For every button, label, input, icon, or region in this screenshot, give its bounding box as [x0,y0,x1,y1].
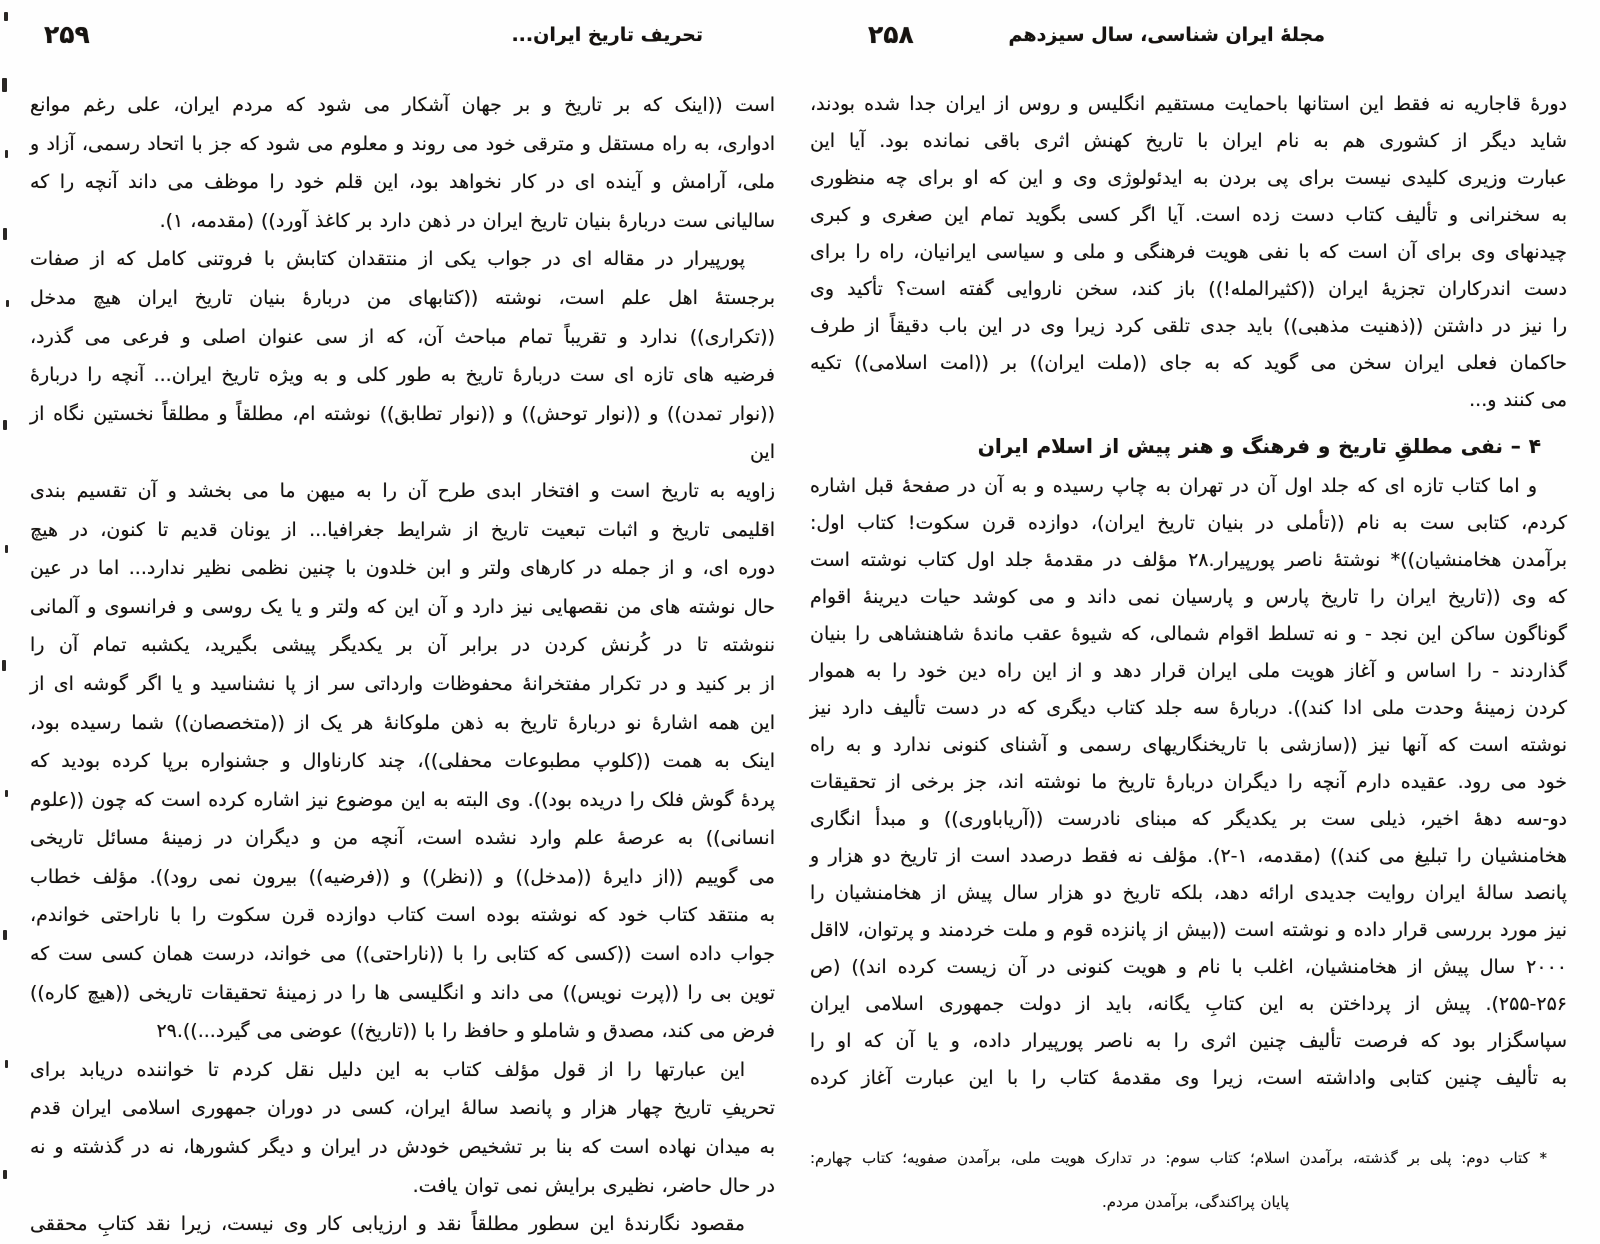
text-line: سپاسگزار بود که فرصت تألیف چنین اثری را به ناصر پورپیرار داده، و یا آن که او را [810,1030,1567,1052]
text-line: به سخنرانی و تألیف کتاب دست زده است. آیا اگر کسی بگوید تمام این صغری و کبری [810,204,1567,226]
scan-speck [3,1170,7,1179]
text-line: اقلیمی تاریخ و اثبات تبعیت تاریخ از شرایط جغرافیا... از یونان قدیم تا کنون، در هیچ [30,518,775,541]
text-line: ((تکراری)) ندارد و تقریباً تمام مباحث آن، که از سی عنوان اصلی و فرعی می گذرد، [30,325,775,348]
text-line: پردهٔ گوش فلک را دریده بود)). وی البته به این موضوع نیز اشاره کرده است که چون ((علوم [30,788,775,811]
text-line: دست اندرکاران تجزیهٔ ایران ((کثیرالمله!)) باز کند، سخن ناروایی گفته است؟ تأکید وی [810,278,1567,300]
text-line: گذاردند - را اساس و آغاز هویت ملی ایران قرار دهد و از این راه دین خود را به هموار [810,660,1567,682]
text-line: ۲۰۰۰ سال پیش از هخامنشیان، اغلب با نام و هویت کنونی در آن زیست کرده اند)) (ص [810,956,1567,978]
text-line: پانصد سالهٔ ایران روایت جدیدی ارائه دهد، بلکه تاریخ دو هزار سال پیش از هخامنشیان را [810,882,1567,904]
text-line: دو-سه دههٔ اخیر، ذیلی ست بر یکدیگر که مبنای نادرست ((آریاباوری)) و مبدأ انگاری [810,808,1567,830]
text-line: ((نوار تمدن)) و ((نوار توحش)) و ((نوار تطابق)) نوشته ام، مطلقاً و مطلقاً نخستین نگاه از این [30,402,775,464]
running-title: مجلهٔ ایران شناسی، سال سیزدهم [1008,24,1325,46]
text-line: حاکمان فعلی ایران سخن می گوید که به جای ((ملت ایران)) بر ((امت اسلامی)) تکیه [810,352,1567,374]
text-line: اینک به همت ((کلوپ مطبوعات محفلی))، چند کارناوال و جشنواره برپا کرده بودید که [30,750,775,773]
scan-speck [2,660,6,671]
body-text-column [810,86,1567,1097]
text-line: و اما کتاب تازه ای که جلد اول آن در تهران به چاپ رسیده و به آن در صفحهٔ قبل اشاره [810,475,1537,497]
text-line: ۴ – نفی مطلقِ تاریخ و فرهنگ و هنر پیش از اسلام ایران [977,434,1541,458]
text-line: در حال حاضر، نظیری برایش نمی توان یافت. [412,1174,775,1197]
text-line: نوشته است که آنها نیز ((سازشی با تاریخنگاریهای رسمی و آشنای کنونی ندارد و به راه [810,734,1567,756]
text-line: زاویه به تاریخ است و افتخار ابدی طرح آن را به میهن ما می بخشد و آن تقسیم بندی [30,479,775,502]
scan-speck [5,1060,8,1068]
text-line: کردن زمینهٔ وحدت ملی ادا کند)). دربارهٔ سه جلد کتاب دیگری که در دست تألیف دارد نیز [810,697,1567,719]
scan-speck [5,545,8,553]
text-line: پورپیرار در مقاله ای در جواب یکی از منتقدان کتابش با فروتنی کامل که از صفات [30,248,745,271]
text-line: به تألیف چنین کتابی واداشته است، زیرا وی مقدمهٔ کتاب را با این عبارت آغاز کرده [810,1067,1567,1089]
text-line: گوناگون ساکن این نجد - و نه تسلط اقوام شمالی، که شیوهٔ عقب ماندهٔ شاهنشاهی را بنیان [810,623,1567,645]
text-line: توین بی را ((پرت نویس)) می داند و انگلیسی ها را در زمینهٔ تحقیقات تاریخی ((هیچ کاره)) [30,981,775,1004]
text-line: می گوییم ((از دایرهٔ ((مدخل)) و ((نظر)) و ((فرضیه)) بیرون نمی رود)). مؤلف خطاب [30,865,775,888]
footnote-line: * کتاب دوم: پلی بر گذشته، برآمدن اسلام؛ کتاب سوم: در تدارک هویت ملی، برآمدن صفویه؛ کتاب چهارم: [810,1149,1547,1167]
text-line: به میدان نهاده است که بنا بر تشخیص خودش در ایران و دیگر کشورها، نه در گذشته و نه [30,1136,775,1159]
text-line: ننوشته تا در کُرنش کردن در برابر آن بر یکدیگر پیشی بگیرید، یکشبه تمام آن را [30,634,775,657]
text-line: عبارت وزیری کلیدی نیست برای پی بردن به ایدئولوژی وی و این که او برای چه منظوری [810,167,1567,189]
text-line: که وی ((تاریخ ایران را تاریخ پارس و پارسیان نمی داند و می کوشد حیات دیرینهٔ اقوام [810,586,1567,608]
text-line: جواب داده است ((کسی که کتابی را با ((ناراحتی)) می خواند، درست همان کسی ست که [30,943,775,966]
text-line: ادواری، به راه مستقل و مترقی خود می روند و معلوم می شود که جز با اتحاد رسمی، آزاد و [30,132,775,155]
scan-edge-artifacts [0,0,16,1235]
text-line: نیز مورد بررسی قرار داده و نوشته است ((بیش از پانزده قوم و ملت خردمند و پرتوان، لااقل [810,919,1567,941]
scan-speck [6,300,9,307]
text-line: مقصود نگارندهٔ این سطور مطلقاً نقد و ارزیابی کار وی نیست، زیرا نقد کتابِ محققی [30,1213,745,1236]
text-line: سالیانی ست دربارهٔ بنیان تاریخ ایران در ذهن دارد بر کاغذ آورد)) (مقدمه، ۱). [159,209,775,232]
text-line: این همه اشارهٔ نو دربارهٔ تاریخ به ذهن ملوکانهٔ هر یک از ((متخصصان)) شما رسیده بود، [30,711,775,734]
text-line: است ((اینک که بر تاریخ و بر جهان آشکار می شود که مردم ایران، علی رغم موانع [30,94,775,116]
text-line: می کنند و... [1469,389,1567,411]
text-line: فرضیه های تازه ای ست دربارهٔ تاریخ به طور کلی و به ویژه تاریخ ایران... آنچه را دربارهٔ [30,364,775,387]
scan-speck [4,12,8,21]
text-line: انسانی)) به عرصهٔ علم وارد نشده است، آنچه من و دیگران در زمینهٔ مسائل تاریخی [30,827,775,850]
body-text-column [30,86,775,1244]
scan-speck [2,78,7,92]
text-line: را نیز در داشتن ((ذهنیت مذهبی)) باید جدی تلقی کرد زیرا وی در این باب دقیقاً از طرف [810,315,1567,337]
text-line: چیدنهای وی برای آن است که با نفی هویت فرهنگی و ملی و سیاسی ایرانیان، راه را برای [810,241,1567,263]
text-line: کردم، کتابی ست به نام ((تأملی در بنیان تاریخ ایران)، دوازده قرن سکوت! کتاب اول: [810,512,1567,534]
page-number: ۲۵۹ [44,20,90,49]
text-line: ملی، آرامش و آینده ای در کار نخواهد بود، این قلم خود را موظف می داند آنچه را که [30,171,775,194]
text-line: برآمدن هخامنشیان))* نوشتهٔ ناصر پورپیرار.۲۸ مؤلف در مقدمهٔ جلد اول کتاب نوشته است [810,549,1567,571]
running-title: تحریف تاریخ ایران... [511,24,703,46]
text-line: این عبارتها را از قول مؤلف کتاب به این دلیل نقل کردم تا خواننده دریابد برای [30,1058,745,1081]
text-line: حال نوشته های من نقصهایی نیز دارد و آن این که ولتر و یا یک روسی و فرانسوی و آلمانی [30,595,775,618]
text-line: تحریفِ تاریخ چهار هزار و پانصد سالهٔ ایران، کسی در دوران جمهوری اسلامی ایران قدم [30,1097,775,1120]
scan-speck [5,150,8,158]
text-line: ۲۵۵-۲۵۶). پیش از پرداختن به این کتابِ یگانه، باید از دولت جمهوری اسلامی ایران [810,993,1567,1015]
page-number: ۲۵۸ [868,20,914,49]
page-258 [810,0,1567,1235]
text-line: شاید دیگر از کشوری هم به نام ایران با تاریخ کهنش اثری باقی نمانده بود. آیا این [810,130,1567,152]
text-line: به منتقد کتاب خود که نوشته بوده است کتاب دوازده قرن سکوت را با ناراحتی خواندم، [30,904,775,927]
scan-speck [3,228,7,240]
footnote-line: پایان پراکندگی، برآمدن مردم. [1101,1193,1289,1211]
footnote-block [810,1136,1567,1224]
text-line: دورهٔ قاجاریه نه فقط این استانها باحمایت مستقیم انگلیس و روس از ایران جدا شده بودند، [810,93,1567,115]
text-line: هخامنشیان را تبلیغ می کند)) (مقدمه، ۱-۲). مؤلف نه فقط درصدد است از تاریخ دو هزار و [810,845,1567,867]
text-line: فرض می کند، مصدق و شاملو و حافظ را با ((تاریخ)) عوضی می گیرد...)).۲۹ [156,1020,775,1043]
scan-speck [5,790,8,797]
text-line: دوره ای، و از جمله در کارهای ولتر و ابن خلدون با چنین نظمی نظیر ندارد... اما در عین [30,557,775,580]
text-line: برجستهٔ اهل علم است، نوشته ((کتابهای من دربارهٔ بنیان تاریخ ایران هیچ مدخل [30,286,775,309]
text-line: خود می رود. عقیده دارم آنچه را دیگران دربارهٔ تاریخ ما نوشته اند، جز برخی از تحقیقات [810,771,1567,793]
text-line: از بر کنید و در تکرار مفتخرانهٔ محفوظات وارداتی سر از پا نشناسید و یا اگر گوشه ای از [30,672,775,695]
page-259 [30,0,775,1235]
scan-speck [3,420,7,430]
scan-speck [3,930,7,940]
